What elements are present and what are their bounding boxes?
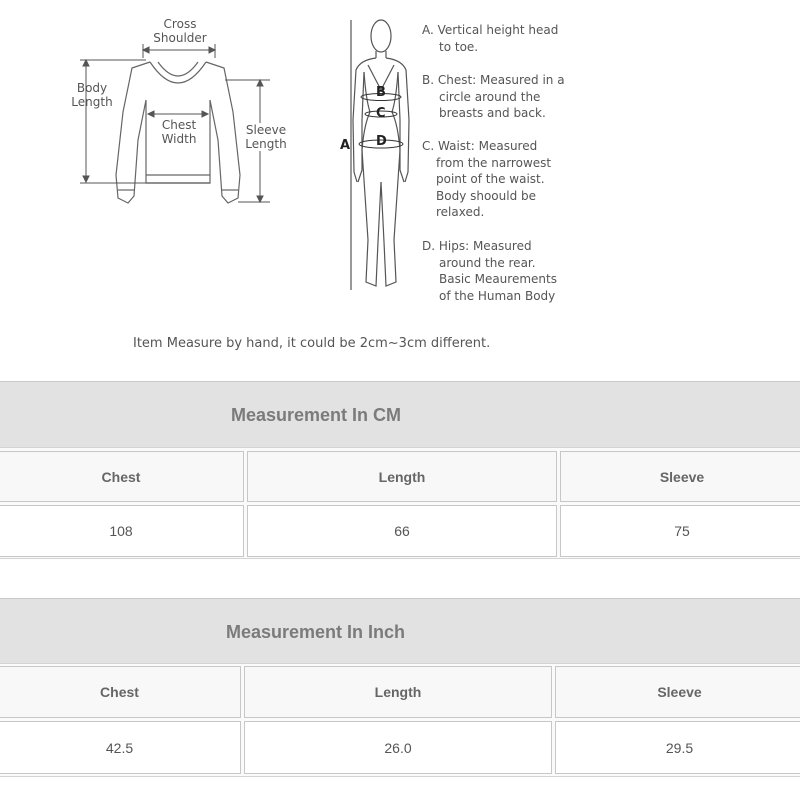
inch-header-sleeve: Sleeve: [555, 666, 800, 718]
cm-table-title: Measurement In CM: [231, 405, 402, 425]
note-a-line-1: A. Vertical height head: [422, 23, 559, 37]
note-d-line-2: around the rear.: [439, 255, 536, 270]
note-c-line-5: relaxed.: [436, 205, 485, 220]
note-c-line-3: point of the waist.: [436, 172, 545, 187]
chest-width-line-2: Width: [161, 132, 197, 146]
note-b: [422, 72, 565, 122]
marker-b: B: [376, 85, 386, 100]
cm-table-header-band: [0, 381, 800, 449]
marker-a: A: [340, 138, 351, 153]
note-c-line-2: from the narrowest: [436, 155, 552, 170]
chest-width-line-1: Chest: [161, 118, 197, 132]
note-d-line-3: Basic Meaurements: [439, 272, 557, 287]
body-figure-outline: [353, 20, 409, 286]
measure-by-hand-note: Item Measure by hand, it could be 2cm~3cm different.: [133, 336, 491, 351]
marker-c: C: [376, 106, 386, 121]
note-d-line-1: D. Hips: Measured: [422, 239, 532, 253]
body-length-label: [68, 81, 116, 109]
body-length-line-2: Length: [71, 95, 113, 109]
note-a-line-2: to toe.: [439, 39, 479, 54]
sleeve-length-line-1: Sleeve: [245, 123, 287, 137]
inch-header-chest: Chest: [0, 666, 241, 718]
cm-value-sleeve: 75: [560, 505, 800, 557]
sleeve-length-label: [238, 123, 294, 151]
chest-width-label: [151, 118, 207, 146]
inch-value-chest: 42.5: [0, 721, 241, 774]
marker-d: D: [376, 134, 387, 149]
chest-width-arrow: [148, 111, 208, 117]
note-c: [422, 138, 551, 221]
note-d-line-4: of the Human Body: [439, 288, 556, 303]
note-b-line-2: circle around the: [439, 89, 541, 104]
cross-shoulder-line-2: Shoulder: [153, 31, 207, 45]
inch-table-title: Measurement In Inch: [226, 622, 406, 642]
body-figure-diagram: [335, 15, 415, 295]
cm-header-chest: Chest: [0, 451, 244, 502]
cm-header-sleeve: Sleeve: [560, 451, 800, 502]
cm-header-length: Length: [247, 451, 557, 502]
note-b-line-1: B. Chest: Measured in a: [422, 73, 565, 87]
cm-value-length: 66: [247, 505, 557, 557]
note-b-line-3: breasts and back.: [439, 106, 546, 121]
cross-shoulder-arrow: [143, 44, 215, 58]
note-a: [422, 22, 558, 55]
inch-table-header-band: [0, 598, 800, 665]
sleeve-length-line-2: Length: [245, 137, 287, 151]
cm-value-chest: 108: [0, 505, 244, 557]
cross-shoulder-label: [145, 17, 215, 45]
inch-header-length: Length: [244, 666, 552, 718]
body-length-line-1: Body: [76, 81, 108, 95]
inch-value-length: 26.0: [244, 721, 552, 774]
note-d: [422, 238, 557, 304]
note-c-line-4: Body shoould be: [436, 188, 537, 203]
inch-value-sleeve: 29.5: [555, 721, 800, 774]
cross-shoulder-line-1: Cross: [163, 17, 197, 31]
note-c-line-1: C. Waist: Measured: [422, 139, 538, 153]
